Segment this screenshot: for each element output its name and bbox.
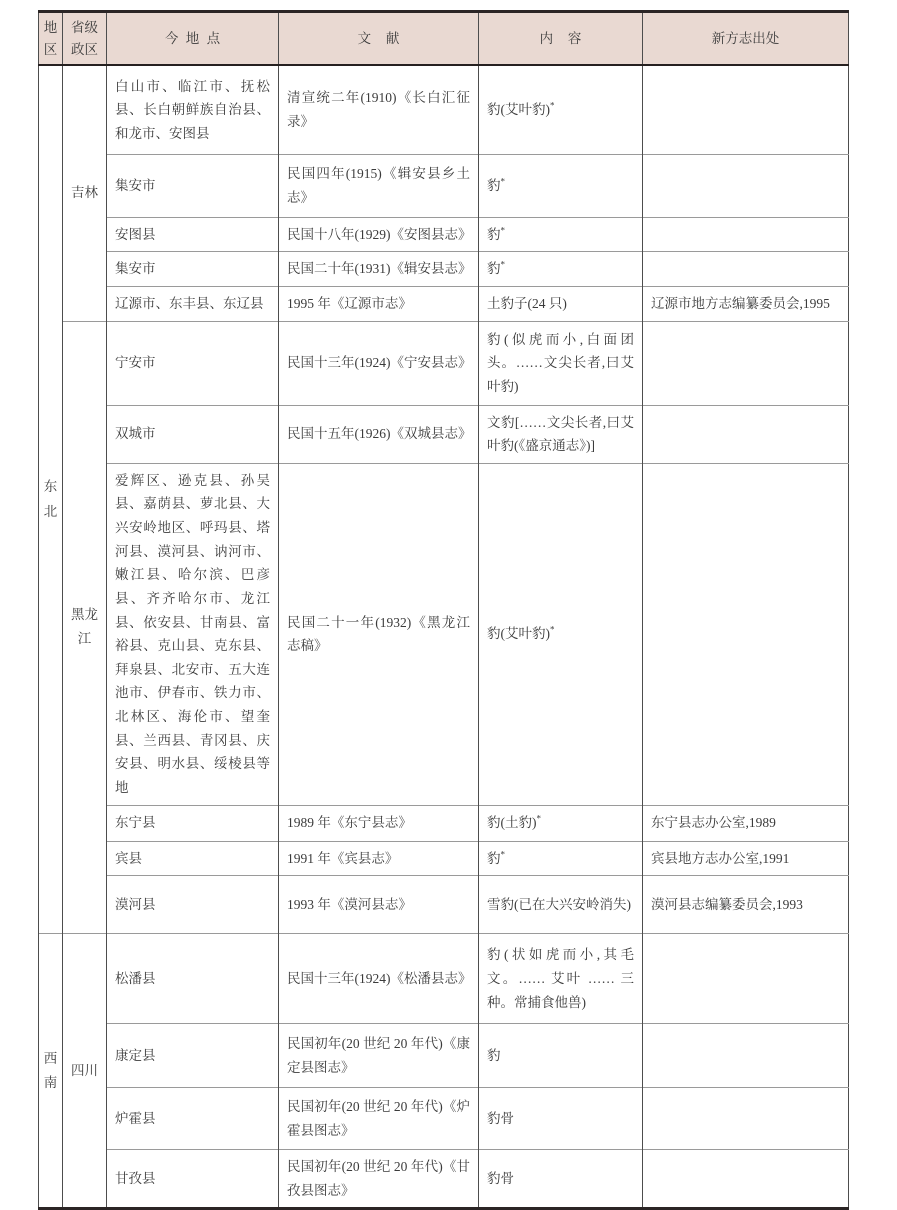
cell-place: 东宁县 <box>107 805 279 841</box>
cell-source: 民国二十一年(1932)《黑龙江志稿》 <box>279 463 479 805</box>
content-text: 豹骨 <box>487 1171 514 1186</box>
region-label-xinan: 西南 <box>39 934 63 1209</box>
province-label-jilin: 吉林 <box>63 65 107 321</box>
header-region: 地区 <box>39 12 63 66</box>
header-content: 内容 <box>479 12 643 66</box>
cell-gazetteer <box>643 65 849 154</box>
content-text: 豹(艾叶豹) <box>487 626 550 642</box>
footnote-mark: * <box>550 100 555 111</box>
cell-content <box>479 805 643 841</box>
cell-source: 民国十三年(1924)《宁安县志》 <box>279 321 479 405</box>
header-province: 省级政区 <box>63 12 107 66</box>
cell-source: 民国十五年(1926)《双城县志》 <box>279 405 479 463</box>
table-row <box>39 841 849 876</box>
content-text: 土豹子(24 只) <box>487 295 567 311</box>
cell-gazetteer <box>643 252 849 287</box>
footnote-mark: * <box>500 259 505 270</box>
table-row <box>39 876 849 934</box>
cell-gazetteer <box>643 1088 849 1150</box>
cell-source: 1993 年《漠河县志》 <box>279 876 479 934</box>
cell-source: 1989 年《东宁县志》 <box>279 805 479 841</box>
cell-content <box>479 1150 643 1209</box>
footnote-mark: * <box>550 624 555 635</box>
table-row <box>39 805 849 841</box>
cell-content <box>479 286 643 321</box>
content-text: 豹 <box>487 850 501 866</box>
content-text: 豹 <box>487 1047 501 1063</box>
header-place: 今地点 <box>107 12 279 66</box>
cell-source: 民国二十年(1931)《辑安县志》 <box>279 252 479 287</box>
table-row <box>39 1088 849 1150</box>
cell-source: 民国初年(20 世纪 20 年代)《康定县图志》 <box>279 1024 479 1088</box>
table-row <box>39 934 849 1024</box>
cell-place: 康定县 <box>107 1024 279 1088</box>
cell-gazetteer: 宾县地方志办公室,1991 <box>643 841 849 876</box>
cell-content <box>479 252 643 287</box>
cell-content <box>479 65 643 154</box>
region-label-dongbei: 东北 <box>39 65 63 934</box>
table-row <box>39 286 849 321</box>
table-row <box>39 405 849 463</box>
cell-place: 宾县 <box>107 841 279 876</box>
cell-place: 甘孜县 <box>107 1150 279 1209</box>
table-row <box>39 1150 849 1209</box>
header-source: 文献 <box>279 12 479 66</box>
cell-source: 民国初年(20 世纪 20 年代)《炉霍县图志》 <box>279 1088 479 1150</box>
cell-source: 1995 年《辽源市志》 <box>279 286 479 321</box>
province-label-sichuan: 四川 <box>63 934 107 1209</box>
content-text: 豹(状如虎而小,其毛文。…… 艾叶 …… 三种。常捕食他兽) <box>487 947 634 1010</box>
table-row <box>39 217 849 252</box>
cell-gazetteer <box>643 217 849 252</box>
leopard-records-table <box>38 10 849 1210</box>
content-text: 豹 <box>487 261 501 277</box>
cell-content <box>479 217 643 252</box>
header-row <box>39 12 849 66</box>
table-row <box>39 65 849 154</box>
table-row <box>39 252 849 287</box>
cell-content <box>479 154 643 217</box>
cell-source: 1991 年《宾县志》 <box>279 841 479 876</box>
cell-gazetteer <box>643 463 849 805</box>
footnote-mark: * <box>500 849 505 860</box>
table-row <box>39 154 849 217</box>
gazetteer-table-wrap <box>38 10 849 1210</box>
table-row <box>39 321 849 405</box>
table-row <box>39 1024 849 1088</box>
cell-gazetteer <box>643 1024 849 1088</box>
cell-source: 民国初年(20 世纪 20 年代)《甘孜县图志》 <box>279 1150 479 1209</box>
cell-place: 爱辉区、逊克县、孙吴县、嘉荫县、萝北县、大兴安岭地区、呼玛县、塔河县、漠河县、讷河市、嫩江县、哈尔滨、巴彦县、齐齐哈尔市、龙江县、依安县、甘南县、富裕县、克山县、克东县、拜泉县、北安市、五大连池市、伊春市、铁力市、北林区、海伦市、望奎县、兰西县、青冈县、庆安县、明水县、绥棱县等地 <box>107 463 279 805</box>
cell-gazetteer: 东宁县志办公室,1989 <box>643 805 849 841</box>
cell-place: 炉霍县 <box>107 1088 279 1150</box>
cell-gazetteer <box>643 405 849 463</box>
cell-content <box>479 876 643 934</box>
cell-gazetteer: 辽源市地方志编纂委员会,1995 <box>643 286 849 321</box>
cell-place: 集安市 <box>107 154 279 217</box>
cell-content <box>479 841 643 876</box>
cell-source: 民国四年(1915)《辑安县乡土志》 <box>279 154 479 217</box>
cell-gazetteer <box>643 1150 849 1209</box>
cell-content <box>479 934 643 1024</box>
header-gazetteer: 新方志出处 <box>643 12 849 66</box>
content-text: 豹(似虎而小,白面团头。……文尖长者,曰艾叶豹) <box>487 331 634 394</box>
cell-content <box>479 463 643 805</box>
cell-gazetteer <box>643 154 849 217</box>
province-label-heilongjiang: 黑龙江 <box>63 321 107 934</box>
footnote-mark: * <box>500 225 505 236</box>
cell-place: 安图县 <box>107 217 279 252</box>
cell-content <box>479 1088 643 1150</box>
content-text: 豹 <box>487 226 501 242</box>
content-text: 豹(土豹) <box>487 815 537 831</box>
cell-content <box>479 405 643 463</box>
cell-place: 松潘县 <box>107 934 279 1024</box>
cell-place: 集安市 <box>107 252 279 287</box>
cell-gazetteer: 漠河县志编纂委员会,1993 <box>643 876 849 934</box>
content-text: 豹骨 <box>487 1110 514 1126</box>
cell-place: 辽源市、东丰县、东辽县 <box>107 286 279 321</box>
cell-place: 白山市、临江市、抚松县、长白朝鲜族自治县、和龙市、安图县 <box>107 65 279 154</box>
cell-place: 双城市 <box>107 405 279 463</box>
cell-gazetteer <box>643 934 849 1024</box>
cell-gazetteer <box>643 321 849 405</box>
cell-source: 民国十八年(1929)《安图县志》 <box>279 217 479 252</box>
content-text: 豹 <box>487 177 501 193</box>
cell-content <box>479 1024 643 1088</box>
cell-place: 宁安市 <box>107 321 279 405</box>
table-row <box>39 463 849 805</box>
content-text: 文豹[……文尖长者,曰艾叶豹(《盛京通志》)] <box>487 414 634 454</box>
cell-source: 清宣统二年(1910)《长白汇征录》 <box>279 65 479 154</box>
cell-source: 民国十三年(1924)《松潘县志》 <box>279 934 479 1024</box>
content-text: 豹(艾叶豹) <box>487 102 550 118</box>
footnote-mark: * <box>500 176 505 187</box>
content-text: 雪豹(已在大兴安岭消失) <box>487 896 631 912</box>
footnote-mark: * <box>536 813 541 824</box>
cell-content <box>479 321 643 405</box>
cell-place: 漠河县 <box>107 876 279 934</box>
